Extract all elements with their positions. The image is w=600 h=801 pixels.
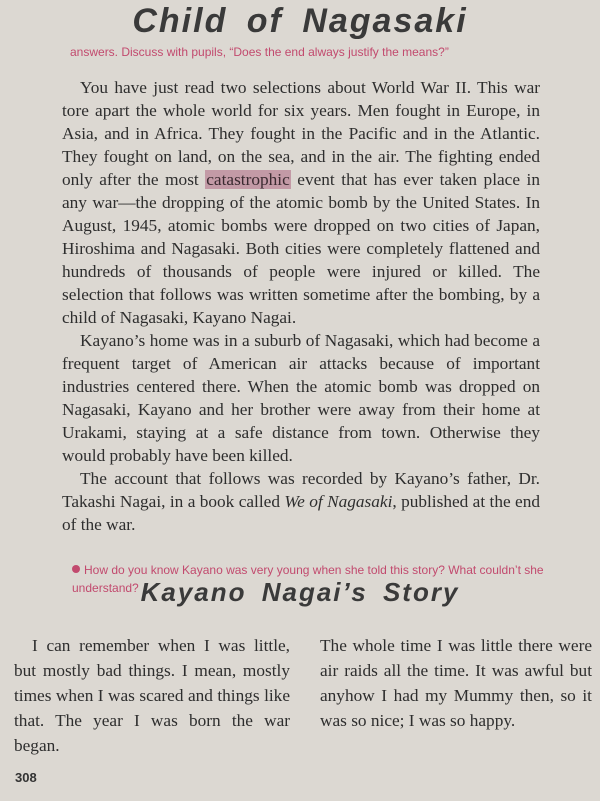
intro-paragraph-3 xyxy=(62,467,540,536)
p3-text-cont: , published at the end of the war. xyxy=(62,492,540,534)
intro-paragraph-2: Kayano’s home was in a suburb of Nagasaki, which had become a frequent target of American air attacks because of important industries centered there. When the atomic bomb was dropped on Nagasaki, Kayano and her brother were away from their home at Urakami, staying at a safe distance from town. Otherwise they would probably have been killed. xyxy=(62,331,540,465)
highlighted-word: catastrophic xyxy=(206,170,290,189)
page-number: 308 xyxy=(15,770,37,785)
intro-paragraph-1 xyxy=(62,76,540,329)
bullet-icon xyxy=(72,565,80,573)
intro-text xyxy=(62,76,540,536)
p1-text: You have just read two selections about World War II. This war tore apart the whole world for six years. Men fought in Europe, in Asia, and in Africa. They fought in the Pacific and in the Atlantic. They fought on land, on the sea, and in the air. The fighting ended only after the most xyxy=(62,78,540,189)
story-column-right: The whole time I was little there were air raids all the time. It was awful but anyhow I had my Mummy then, so it was so nice; I was so happy. xyxy=(320,636,592,730)
p1-text-cont: event that has ever taken place in any war—the dropping of the atomic bomb by the United States. In August, 1945, atomic bombs were dropped on two cities of Japan, Hiroshima and Nagasaki. Both cities were completely flattened and hundreds of thousands of people were injured or killed. The selection that follows was written sometime after the bombing, by a child of Nagasaki, Kayano Nagai. xyxy=(62,170,540,327)
story-column-left: I can remember when I was little, but mostly bad things. I mean, mostly times when I was scared and things like that. The year I was born the war began. xyxy=(14,636,290,755)
teacher-note-top: answers. Discuss with pupils, “Does the end always justify the means?” xyxy=(70,45,449,59)
teacher-question-text: How do you know Kayano was very young when she told this story? What couldn’t she understand? xyxy=(72,563,544,595)
story-title: Kayano Nagai’s Story xyxy=(140,577,460,607)
book-title: We of Nagasaki xyxy=(284,492,393,511)
page-title: Child of Nagasaki xyxy=(132,2,468,40)
p3-text: The account that follows was recorded by Kayano’s father, Dr. Takashi Nagai, in a book called xyxy=(62,469,540,511)
